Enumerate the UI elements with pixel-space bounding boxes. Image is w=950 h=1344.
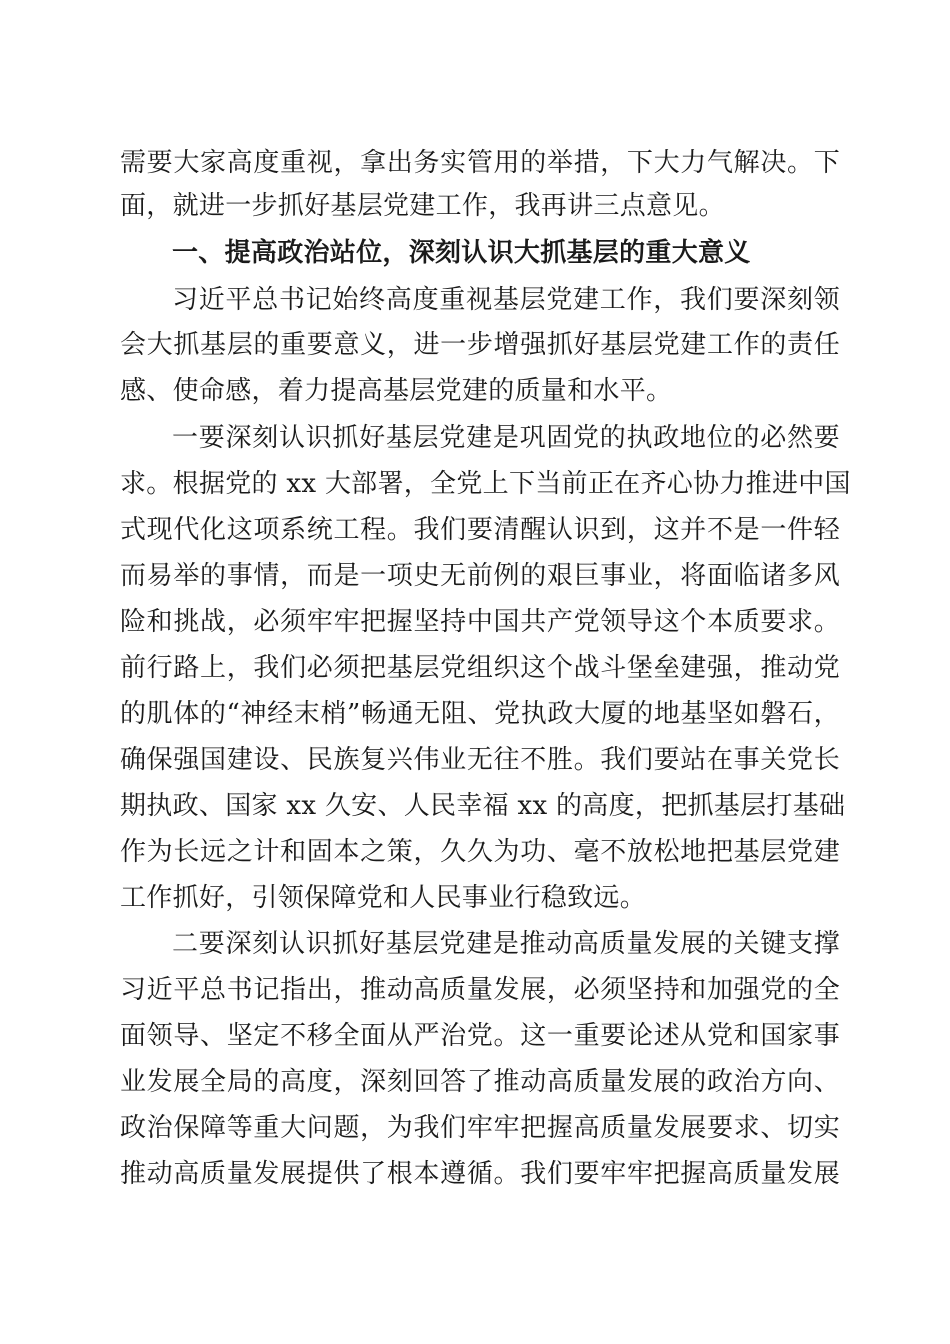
paragraph-2-line-3: 式现代化这项系统工程。我们要清醒认识到，这并不是一件轻 [120,515,840,545]
paragraph-2-line-6: 前行路上，我们必须把基层党组织这个战斗堡垒建强，推动党 [120,653,840,683]
paragraph-2-line-1: 一要深刻认识抓好基层党建是巩固党的执政地位的必然要 [172,423,840,453]
paragraph-1-line-1: 习近平总书记始终高度重视基层党建工作，我们要深刻领 [172,285,840,315]
paragraph-1-line-2: 会大抓基层的重要意义，进一步增强抓好基层党建工作的责任 [120,330,840,360]
paragraph-2-line-5: 险和挑战，必须牢牢把握坚持中国共产党领导这个本质要求。 [120,607,840,637]
paragraph-3-line-4: 业发展全局的高度，深刻回答了推动高质量发展的政治方向、 [120,1067,840,1097]
paragraph-1-line-3: 感、使命感，着力提高基层党建的质量和水平。 [120,376,673,406]
paragraph-2-line-11: 工作抓好，引领保障党和人民事业行稳致远。 [120,883,647,913]
paragraph-2-line-2: 求。根据党的 xx 大部署，全党上下当前正在齐心协力推进中国 [120,469,851,499]
paragraph-3-line-5: 政治保障等重大问题，为我们牢牢把握高质量发展要求、切实 [120,1113,840,1143]
paragraph-3-line-2: 习近平总书记指出，推动高质量发展，必须坚持和加强党的全 [120,975,840,1005]
paragraph-2-line-8: 确保强国建设、民族复兴伟业无往不胜。我们要站在事关党长 [120,745,840,775]
section-heading-1: 一、提高政治站位，深刻认识大抓基层的重大意义 [172,238,751,268]
text-line-1: 需要大家高度重视，拿出务实管用的举措，下大力气解决。下 [120,148,840,178]
paragraph-2-line-7: 的肌体的“神经末梢”畅通无阻、党执政大厦的地基坚如磐石， [120,699,840,729]
paragraph-2-line-9: 期执政、国家 xx 久安、人民幸福 xx 的高度，把抓基层打基础 [120,791,846,821]
paragraph-3-line-1: 二要深刻认识抓好基层党建是推动高质量发展的关键支撑 [172,929,840,959]
text-line-2: 面，就进一步抓好基层党建工作，我再讲三点意见。 [120,191,725,221]
paragraph-2-line-4: 而易举的事情，而是一项史无前例的艰巨事业，将面临诸多风 [120,561,840,591]
paragraph-3-line-6: 推动高质量发展提供了根本遵循。我们要牢牢把握高质量发展 [120,1159,840,1189]
paragraph-3-line-3: 面领导、坚定不移全面从严治党。这一重要论述从党和国家事 [120,1021,840,1051]
paragraph-2-line-10: 作为长远之计和固本之策，久久为功、毫不放松地把基层党建 [120,837,840,867]
